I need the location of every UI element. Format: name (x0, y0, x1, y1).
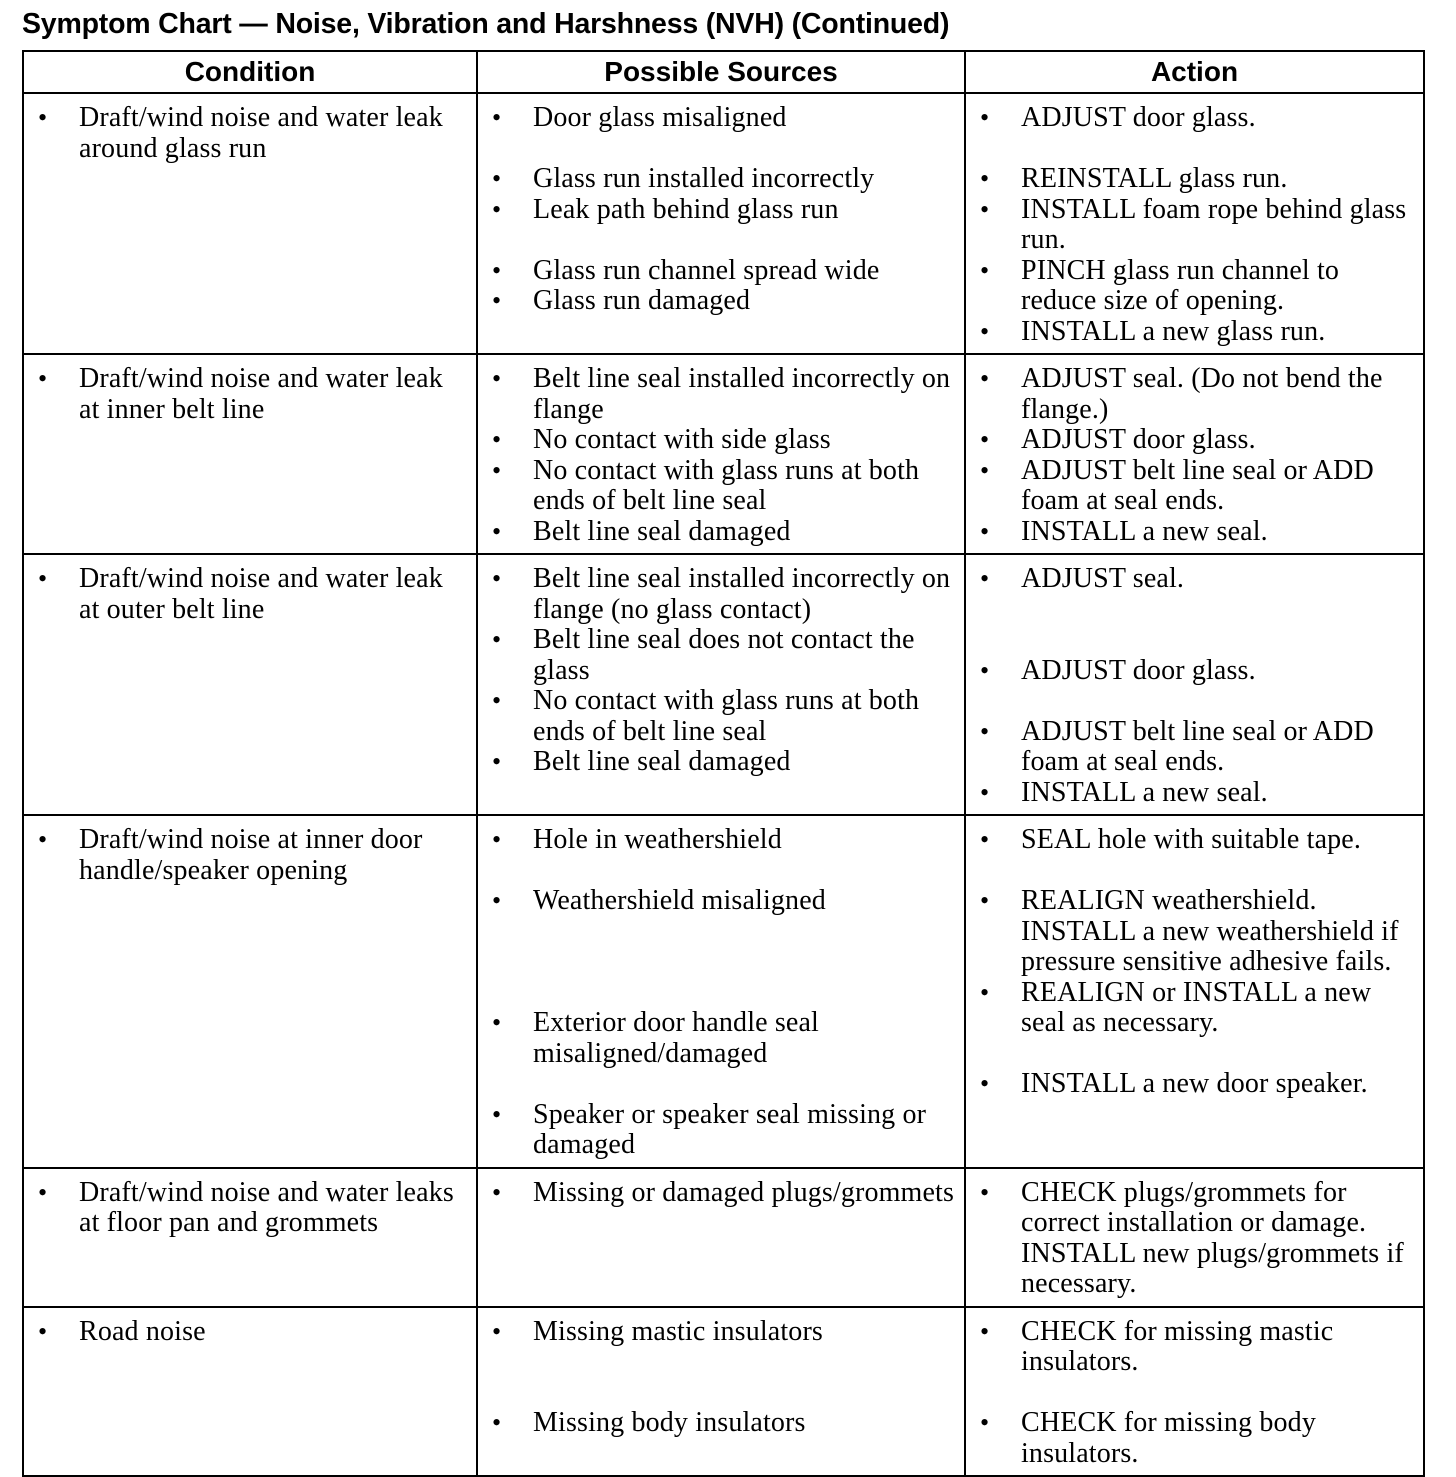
action-cell (965, 354, 1424, 554)
condition-cell (23, 1168, 477, 1307)
source-item: • Leak path behind glass run (478, 195, 964, 226)
source-item: • Missing or damaged plugs/grommets (478, 1178, 964, 1209)
action-item: • SEAL hole with suitable tape. (966, 825, 1423, 856)
condition-text: • Draft/wind noise and water leak at outer belt line (24, 564, 476, 625)
action-cell (965, 554, 1424, 815)
condition-cell (23, 554, 477, 815)
sources-cell (477, 354, 965, 554)
action-item: • REALIGN weathershield. INSTALL a new weathershield if pressure sensitive adhesive fails. (966, 886, 1423, 978)
source-item: • Belt line seal damaged (478, 517, 964, 548)
source-item: • Hole in weathershield (478, 825, 964, 856)
action-item: • ADJUST seal. (966, 564, 1423, 595)
table-row (23, 815, 1424, 1168)
sources-cell (477, 93, 965, 354)
condition-cell (23, 1307, 477, 1477)
table-row (23, 554, 1424, 815)
source-item: • Belt line seal damaged (478, 747, 964, 778)
action-item: • CHECK for missing mastic insulators. (966, 1317, 1423, 1378)
header-condition: Condition (23, 51, 477, 93)
action-item: • ADJUST belt line seal or ADD foam at seal ends. (966, 456, 1423, 517)
action-item: • PINCH glass run channel to reduce size of opening. (966, 256, 1423, 317)
condition-text: • Draft/wind noise and water leak at inner belt line (24, 364, 476, 425)
action-item: • CHECK for missing body insulators. (966, 1408, 1423, 1469)
table-row (23, 354, 1424, 554)
source-item: • Belt line seal does not contact the glass (478, 625, 964, 686)
symptom-chart-table (22, 50, 1425, 1477)
source-item: • No contact with side glass (478, 425, 964, 456)
source-item: • Door glass misaligned (478, 103, 964, 134)
source-item: • Speaker or speaker seal missing or damaged (478, 1100, 964, 1161)
source-item: • No contact with glass runs at both ends of belt line seal (478, 686, 964, 747)
action-item: • INSTALL foam rope behind glass run. (966, 195, 1423, 256)
condition-cell (23, 93, 477, 354)
table-row (23, 1168, 1424, 1307)
action-item: • INSTALL a new seal. (966, 517, 1423, 548)
source-item: • Exterior door handle seal misaligned/damaged (478, 1008, 964, 1069)
sources-cell (477, 1307, 965, 1477)
action-item: • REINSTALL glass run. (966, 164, 1423, 195)
action-cell (965, 815, 1424, 1168)
header-action: Action (965, 51, 1424, 93)
condition-cell (23, 354, 477, 554)
sources-cell (477, 554, 965, 815)
condition-text: • Draft/wind noise at inner door handle/speaker opening (24, 825, 476, 886)
action-item: • ADJUST door glass. (966, 425, 1423, 456)
action-item: • REALIGN or INSTALL a new seal as necessary. (966, 978, 1423, 1039)
source-item: • Belt line seal installed incorrectly on flange (no glass contact) (478, 564, 964, 625)
action-item: • ADJUST seal. (Do not bend the flange.) (966, 364, 1423, 425)
source-item: • Weathershield misaligned (478, 886, 964, 917)
header-row (23, 51, 1424, 93)
action-item: • ADJUST door glass. (966, 103, 1423, 134)
source-item: • Glass run channel spread wide (478, 256, 964, 287)
page-title: Symptom Chart — Noise, Vibration and Harshness (NVH) (Continued) (22, 8, 950, 40)
source-item: • Belt line seal installed incorrectly on flange (478, 364, 964, 425)
source-item: • Glass run damaged (478, 286, 964, 317)
sources-cell (477, 815, 965, 1168)
condition-text: • Draft/wind noise and water leak around glass run (24, 103, 476, 164)
source-item: • No contact with glass runs at both ends of belt line seal (478, 456, 964, 517)
source-item: • Missing mastic insulators (478, 1317, 964, 1348)
action-item: • ADJUST door glass. (966, 656, 1423, 687)
action-item: • CHECK plugs/grommets for correct installation or damage. INSTALL new plugs/grommets if necessary. (966, 1178, 1423, 1300)
condition-text: • Draft/wind noise and water leaks at floor pan and grommets (24, 1178, 476, 1239)
condition-cell (23, 815, 477, 1168)
condition-text: • Road noise (24, 1317, 476, 1348)
action-cell (965, 1168, 1424, 1307)
source-item: • Glass run installed incorrectly (478, 164, 964, 195)
header-possible-sources: Possible Sources (477, 51, 965, 93)
source-item: • Missing body insulators (478, 1408, 964, 1439)
action-cell (965, 93, 1424, 354)
table-row (23, 1307, 1424, 1477)
sources-cell (477, 1168, 965, 1307)
table-row (23, 93, 1424, 354)
action-item: • INSTALL a new door speaker. (966, 1069, 1423, 1100)
action-item: • INSTALL a new glass run. (966, 317, 1423, 348)
action-item: • INSTALL a new seal. (966, 778, 1423, 809)
action-item: • ADJUST belt line seal or ADD foam at seal ends. (966, 717, 1423, 778)
action-cell (965, 1307, 1424, 1477)
